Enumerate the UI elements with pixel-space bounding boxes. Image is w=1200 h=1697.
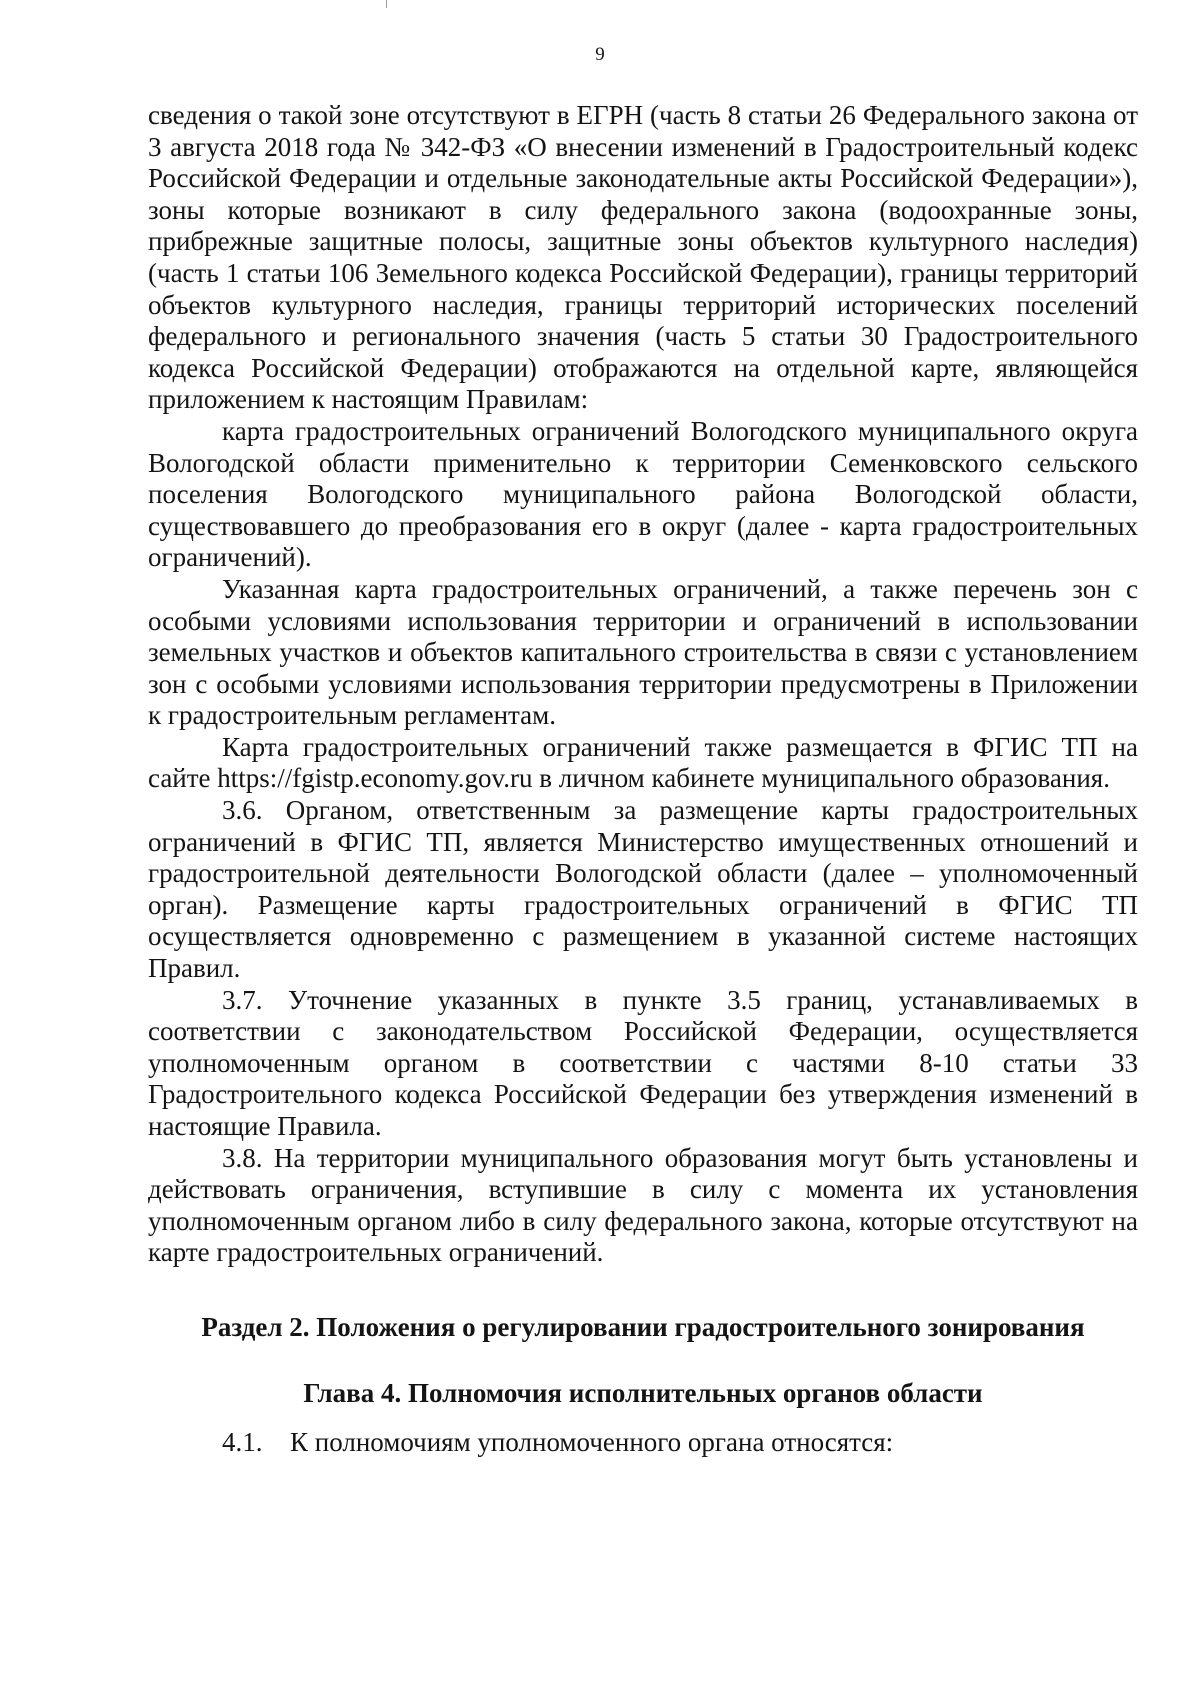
scan-artifact-line: [386, 0, 387, 8]
item-number: 4.1.: [222, 1426, 263, 1457]
section-heading: Раздел 2. Положения о регулировании градостроительного зонирования: [201, 1311, 1085, 1342]
paragraph-restrictions-map: карта градостроительных ограничений Вологодского муниципального округа Вологодской области применительно к территории Семенковского сельского поселения Вологодского муниципального района Вологодской области, существовавшего до преобразования его в округ (далее - карта градостроительных ограничений).: [148, 415, 1138, 573]
paragraph-3-6: 3.6. Органом, ответственным за размещение карты градостроительных ограничений в ФГИС ТП, является Министерство имущественных отношений и градостроительной деятельности Вологодской области (далее – уполномоченный орган). Размещение карты градостроительных ограничений в ФГИС ТП осуществляется одновременно с размещением в указанной системе настоящих Правил.: [148, 795, 1138, 984]
chapter-heading: Глава 4. Полномочия исполнительных органов области: [303, 1377, 983, 1408]
paragraph-fgis-site: Карта градостроительных ограничений также размещается в ФГИС ТП на сайте https://fgistp.economy.gov.ru в личном кабинете муниципального образования.: [148, 731, 1138, 794]
paragraph-3-7: 3.7. Уточнение указанных в пункте 3.5 границ, устанавливаемых в соответствии с законодательством Российской Федерации, осуществляется уполномоченным органом в соответствии с частями 8-10 статьи 33 Градостроительного кодекса Российской Федерации без утверждения изменений в настоящие Правила.: [148, 984, 1138, 1141]
item-text: К полномочиям уполномоченного органа относятся:: [290, 1426, 894, 1457]
document-body: [148, 100, 1138, 1459]
paragraph-zone-info: сведения о такой зоне отсутствуют в ЕГРН (часть 8 статьи 26 Федерального закона от 3 августа 2018 года № 342-ФЗ «О внесении изменений в Градостроительный кодекс Российской Федерации и отдельные законодательные акты Российской Федерации»), зоны которые возникают в силу федерального закона (водоохранные зоны, прибрежные защитные полосы, защитные зоны объектов культурного наследия) (часть 1 статьи 106 Земельного кодекса Российской Федерации), границы территорий объектов культурного наследия, границы территорий исторических поселений федерального и регионального значения (часть 5 статьи 30 Градостроительного кодекса Российской Федерации) отображаются на отдельной карте, являющейся приложением к настоящим Правилам:: [148, 100, 1138, 415]
page-number: 9: [595, 44, 605, 65]
item-4-1: [222, 1427, 1138, 1459]
paragraph-3-8: 3.8. На территории муниципального образования могут быть установлены и действовать ограничения, вступившие в силу с момента их установления уполномоченным органом либо в силу федерального закона, которые отсутствуют на карте градостроительных ограничений.: [148, 1142, 1138, 1268]
paragraph-map-appendix: Указанная карта градостроительных ограничений, а также перечень зон с особыми условиями использования территории и ограничений в использовании земельных участков и объектов капитального строительства в связи с установлением зон с особыми условиями использования территории предусмотрены в Приложении к градостроительным регламентам.: [148, 573, 1138, 731]
